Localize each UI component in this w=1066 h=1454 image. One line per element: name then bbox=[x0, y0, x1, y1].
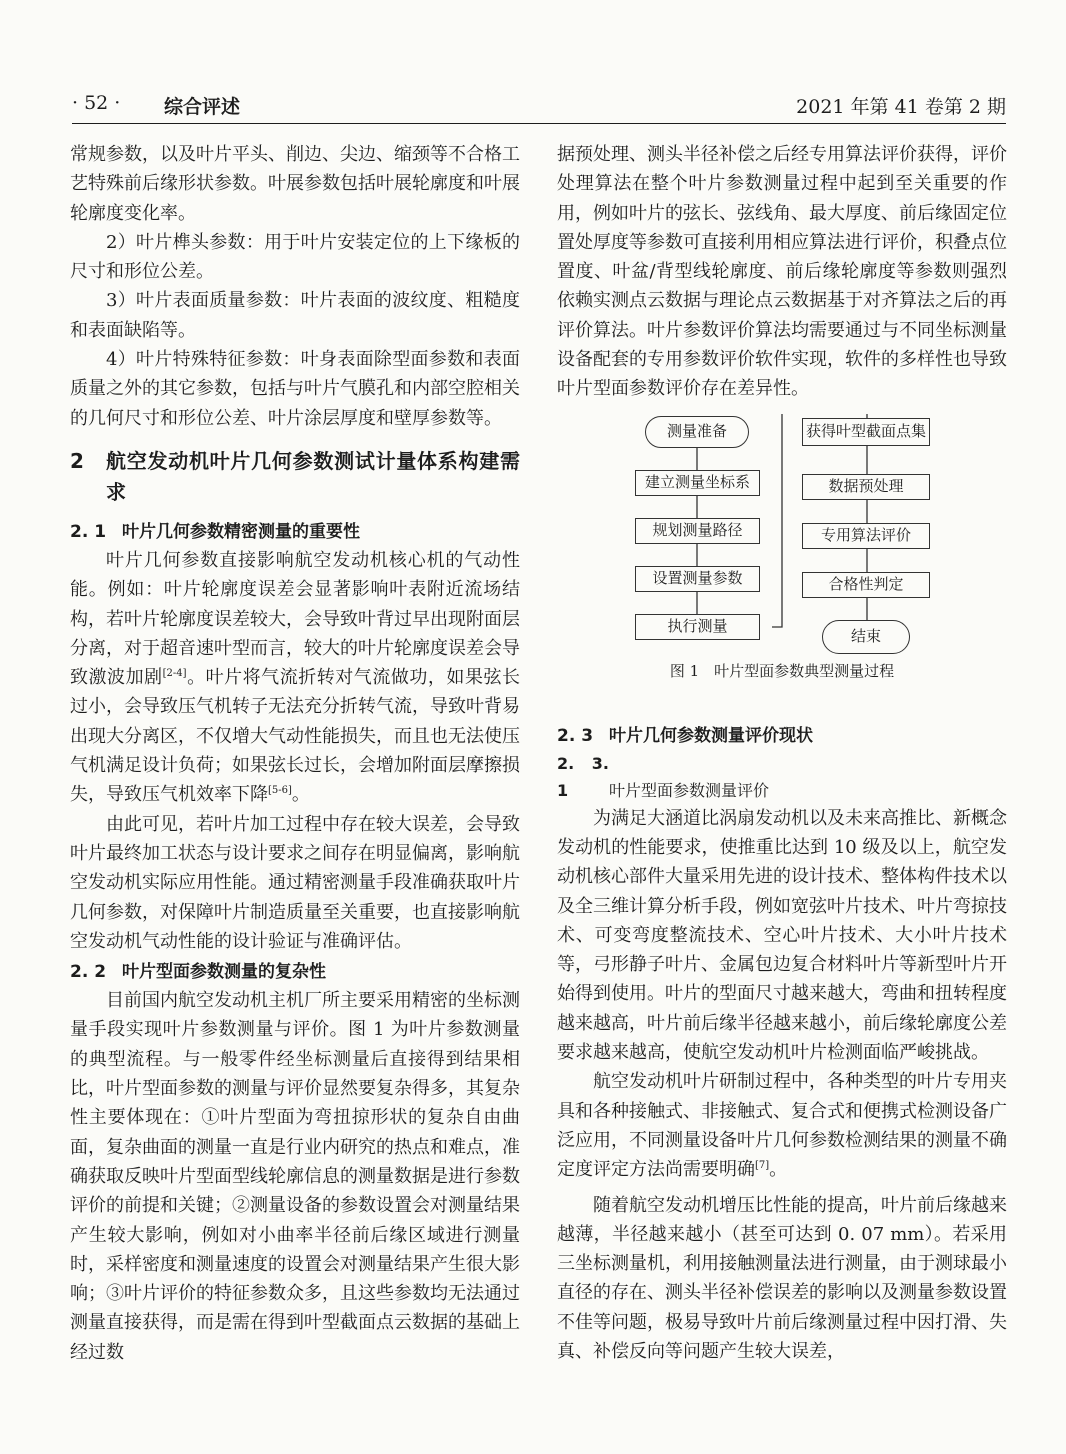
right-column bbox=[557, 140, 1007, 1366]
text: 。叶片将气流折转对气流做功，如果弦长过小，会导致压气机转子无法充分折转气流，导致叶背易出现大分离区，不仅增大气动性能损失，而且也无法使压气机满足设计负荷；如果弦长过长，会增加附面层摩擦损失，导致压气机效率下降 bbox=[70, 667, 521, 806]
section-heading-2-3 bbox=[557, 722, 1007, 750]
step-data-preprocessing: 数据预处理 bbox=[802, 474, 930, 500]
running-header bbox=[72, 92, 1006, 122]
section-number: 2 bbox=[70, 448, 84, 473]
citation: [7] bbox=[755, 1160, 770, 1172]
section-number: 2. 1 bbox=[70, 521, 107, 542]
issue-info: 2021 年第 41 卷第 2 期 bbox=[796, 96, 1006, 118]
citation: [2-4] bbox=[162, 668, 187, 680]
section-title: 叶片几何参数精密测量的重要性 bbox=[122, 521, 360, 542]
section-number: 2. 3 bbox=[557, 725, 594, 746]
figure-caption: 图 1 叶片型面参数典型测量过程 bbox=[669, 661, 895, 680]
paragraph: 4）叶片特殊特征参数：叶身表面除型面参数和表面质量之外的其它参数，包括与叶片气膜孔和内部空腔相关的几何尺寸和形位公差、叶片涂层厚度和壁厚参数等。 bbox=[70, 349, 520, 429]
flowchart-figure bbox=[557, 414, 1007, 714]
section-title: 叶片型面参数测量的复杂性 bbox=[122, 962, 326, 983]
section-title: 航空发动机叶片几何参数测试计量体系构建需求 bbox=[106, 448, 520, 504]
text: 。 bbox=[769, 1159, 788, 1181]
paragraph: 据预处理、测头半径补偿之后经专用算法评价获得，评价处理算法在整个叶片参数测量过程中起到至关重要的作用，例如叶片的弦长、弦线角、最大厚度、前后缘固定位置处厚度等参数可直接利用相应算法进行评价，积叠点位置度、叶盆/背型线轮廓度、前后缘轮廓度等参数则强烈依赖实测点云数据与理论点云数据基于对齐算法之后的再评价算法。叶片参数评价算法均需要通过与不同坐标测量设备配套的专用参数评价软件实现，软件的多样性也导致叶片型面参数评价存在差异性。 bbox=[557, 144, 1007, 400]
section-heading-2-3-1 bbox=[557, 750, 1007, 804]
step-measurement-preparation: 测量准备 bbox=[645, 416, 749, 448]
text: 航空发动机叶片研制过程中，各种类型的叶片专用夹具和各种接触式、非接触式、复合式和便携式检测设备广泛应用，不同测量设备叶片几何参数检测结果的测量不确定度评定方法尚需要明确 bbox=[557, 1071, 1007, 1181]
header-rule bbox=[72, 123, 1006, 124]
step-execute-measurement: 执行测量 bbox=[635, 614, 760, 640]
step-conformity-check: 合格性判定 bbox=[802, 572, 930, 598]
step-end: 结束 bbox=[822, 620, 910, 654]
paragraph bbox=[557, 1067, 1007, 1184]
text: 。 bbox=[291, 784, 310, 806]
step-algorithm-evaluation: 专用算法评价 bbox=[802, 523, 930, 549]
paragraph: 常规参数，以及叶片平头、削边、尖边、缩颈等不合格工艺特殊前后缘形状参数。叶展参数包括叶展轮廓度和叶展轮廓度变化率。 bbox=[70, 144, 520, 224]
paragraph: 为满足大涵道比涡扇发动机以及未来高推比、新概念发动机的性能要求，使推重比达到 10 级及以上，航空发动机核心部件大量采用先进的设计技术、整体构件技术以及全三维计算分析手段，例如宽弦叶片技术、叶片弯掠技术、可变弯度整流技术、空心叶片技术、大小叶片技术等，弓形静子叶片、金属包边复合材料叶片等新型叶片开始得到使用。叶片的型面尺寸越来越大，弯曲和扭转程度越来越高，叶片前后缘半径越来越小，前后缘轮廓度公差要求越来越高，使航空发动机叶片检测面临严峻挑战。 bbox=[557, 807, 1007, 1064]
section-title: 叶片型面参数测量评价 bbox=[609, 780, 770, 800]
paragraph: 由此可见，若叶片加工过程中存在较大误差，会导致叶片最终加工状态与设计要求之间存在明显偏离，影响航空发动机实际应用性能。通过精密测量手段准确获取叶片几何参数，对保障叶片制造质量至关重要，也直接影响航空发动机气动性能的设计验证与准确评估。 bbox=[70, 813, 520, 952]
step-set-parameters: 设置测量参数 bbox=[635, 566, 760, 592]
section-title: 叶片几何参数测量评价现状 bbox=[609, 725, 813, 746]
page-number: · 52 · bbox=[72, 92, 121, 114]
section-name: 综合评述 bbox=[164, 96, 241, 118]
paragraph: 2）叶片榫头参数：用于叶片安装定位的上下缘板的尺寸和形位公差。 bbox=[70, 231, 520, 283]
text: 叶片几何参数直接影响航空发动机核心机的气动性能。例如：叶片轮廓度误差会显著影响叶表附近流场结构，若叶片轮廓度误差较大，会导致叶背过早出现附面层分离，对于超音速叶型而言，较大的叶片轮廓度误差会导致激波加剧 bbox=[70, 549, 520, 689]
citation: [5-6] bbox=[268, 785, 292, 797]
step-get-section-points: 获得叶型截面点集 bbox=[802, 418, 930, 446]
paragraph: 3）叶片表面质量参数：叶片表面的波纹度、粗糙度和表面缺陷等。 bbox=[70, 290, 520, 341]
section-heading-2-1 bbox=[70, 518, 520, 546]
step-plan-path: 规划测量路径 bbox=[635, 518, 760, 544]
section-heading-2 bbox=[70, 446, 520, 508]
section-heading-2-2 bbox=[70, 958, 520, 986]
step-build-coordinate-system: 建立测量坐标系 bbox=[635, 470, 760, 496]
paragraph bbox=[70, 546, 520, 810]
section-number: 2. 2 bbox=[70, 962, 107, 983]
left-column bbox=[70, 140, 520, 1367]
paragraph: 随着航空发动机增压比性能的提高，叶片前后缘越来越薄，半径越来越小（甚至可达到 0. 07 mm）。若采用三坐标测量机，利用接触测量法进行测量，由于测球最小直径的存在、测头半径补偿误差的影响以及测量参数设置不佳等问题，极易导致叶片前后缘测量过程中因打滑、失真、补偿反向等问题产生较大误差， bbox=[557, 1194, 1007, 1363]
flowchart-connectors bbox=[557, 414, 1007, 684]
section-number: 2. 3. 1 bbox=[557, 753, 609, 800]
paragraph: 目前国内航空发动机主机厂所主要采用精密的坐标测量手段实现叶片参数测量与评价。图 1 为叶片参数测量的典型流程。与一般零件经坐标测量后直接得到结果相比，叶片型面参数的测量与评价显然要复杂得多，其复杂性主要体现在：①叶片型面为弯扭掠形状的复杂自由曲面，复杂曲面的测量一直是行业内研究的热点和难点，准确获取反映叶片型面型线轮廓信息的测量数据是进行参数评价的前提和关键；②测量设备的参数设置会对测量结果产生较大影响，例如对小曲率半径前后缘区域进行测量时，采样密度和测量速度的设置会对测量结果产生很大影响；③叶片评价的特征参数众多，且这些参数均无法通过测量直接获得，而是需在得到叶型截面点云数据的基础上经过数 bbox=[70, 990, 520, 1363]
